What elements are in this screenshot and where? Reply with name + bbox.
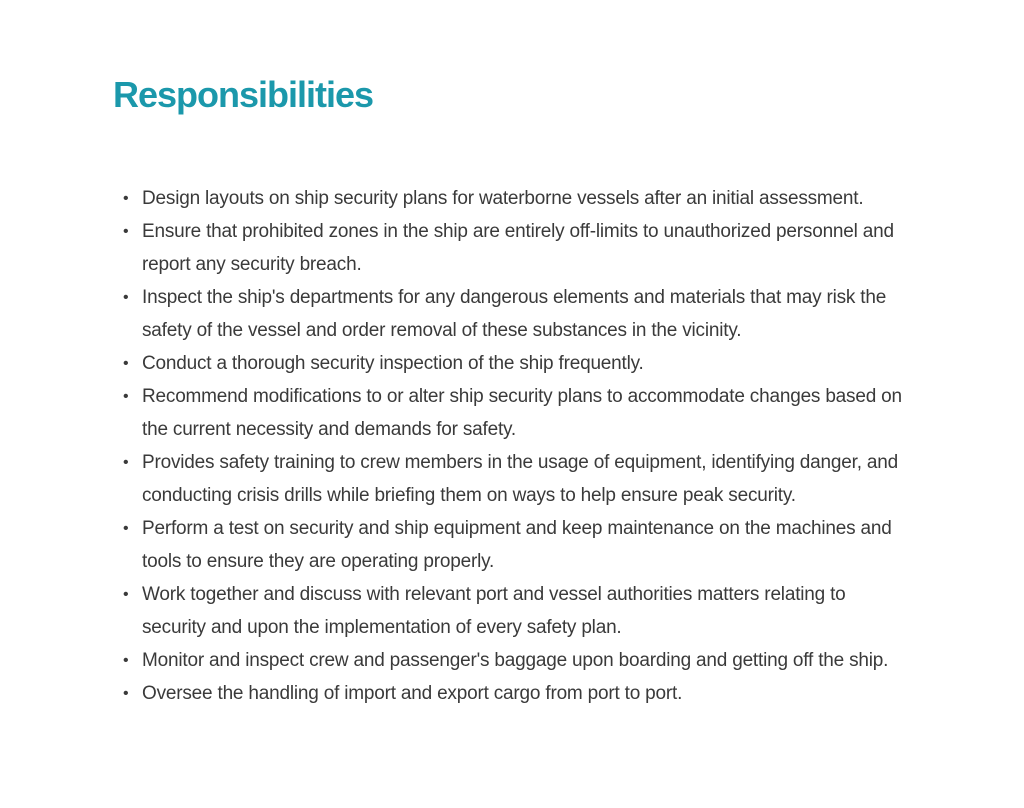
list-item bbox=[113, 281, 905, 347]
bullet-icon: • bbox=[123, 190, 129, 207]
list-item bbox=[113, 578, 905, 644]
bullet-icon: • bbox=[123, 388, 129, 405]
bullet-icon: • bbox=[123, 223, 129, 240]
bullet-icon: • bbox=[123, 289, 129, 306]
list-item bbox=[113, 446, 905, 512]
list-item bbox=[113, 677, 905, 710]
list-item-text: Monitor and inspect crew and passenger's baggage upon boarding and getting off the ship. bbox=[142, 650, 889, 671]
page-title: Responsibilities bbox=[113, 74, 374, 115]
list-item-text: Inspect the ship's departments for any dangerous elements and materials that may risk the safety of the vessel and order removal of these substances in the vicinity. bbox=[142, 287, 887, 341]
list-item-text: Conduct a thorough security inspection of the ship frequently. bbox=[142, 353, 644, 374]
list-item bbox=[113, 380, 905, 446]
list-item-text: Ensure that prohibited zones in the ship are entirely off-limits to unauthorized personnel and report any security breach. bbox=[142, 221, 894, 275]
list-item-text: Design layouts on ship security plans for waterborne vessels after an initial assessment. bbox=[142, 188, 864, 209]
responsibilities-list bbox=[113, 182, 905, 710]
list-item-text: Perform a test on security and ship equipment and keep maintenance on the machines and tools to ensure they are operating properly. bbox=[142, 518, 892, 572]
bullet-icon: • bbox=[123, 454, 129, 471]
bullet-icon: • bbox=[123, 685, 129, 702]
list-item-text: Oversee the handling of import and export cargo from port to port. bbox=[142, 683, 683, 704]
bullet-icon: • bbox=[123, 355, 129, 372]
bullet-icon: • bbox=[123, 520, 129, 537]
list-item bbox=[113, 347, 905, 380]
list-item-text: Work together and discuss with relevant port and vessel authorities matters relating to security and upon the implementation of every safety plan. bbox=[142, 584, 846, 638]
list-item bbox=[113, 644, 905, 677]
list-item bbox=[113, 182, 905, 215]
list-item bbox=[113, 512, 905, 578]
bullet-icon: • bbox=[123, 652, 129, 669]
list-item-text: Recommend modifications to or alter ship security plans to accommodate changes based on the current necessity and demands for safety. bbox=[142, 386, 902, 440]
list-item-text: Provides safety training to crew members in the usage of equipment, identifying danger, and conducting crisis drills while briefing them on ways to help ensure peak security. bbox=[142, 452, 898, 506]
list-item bbox=[113, 215, 905, 281]
bullet-icon: • bbox=[123, 586, 129, 603]
